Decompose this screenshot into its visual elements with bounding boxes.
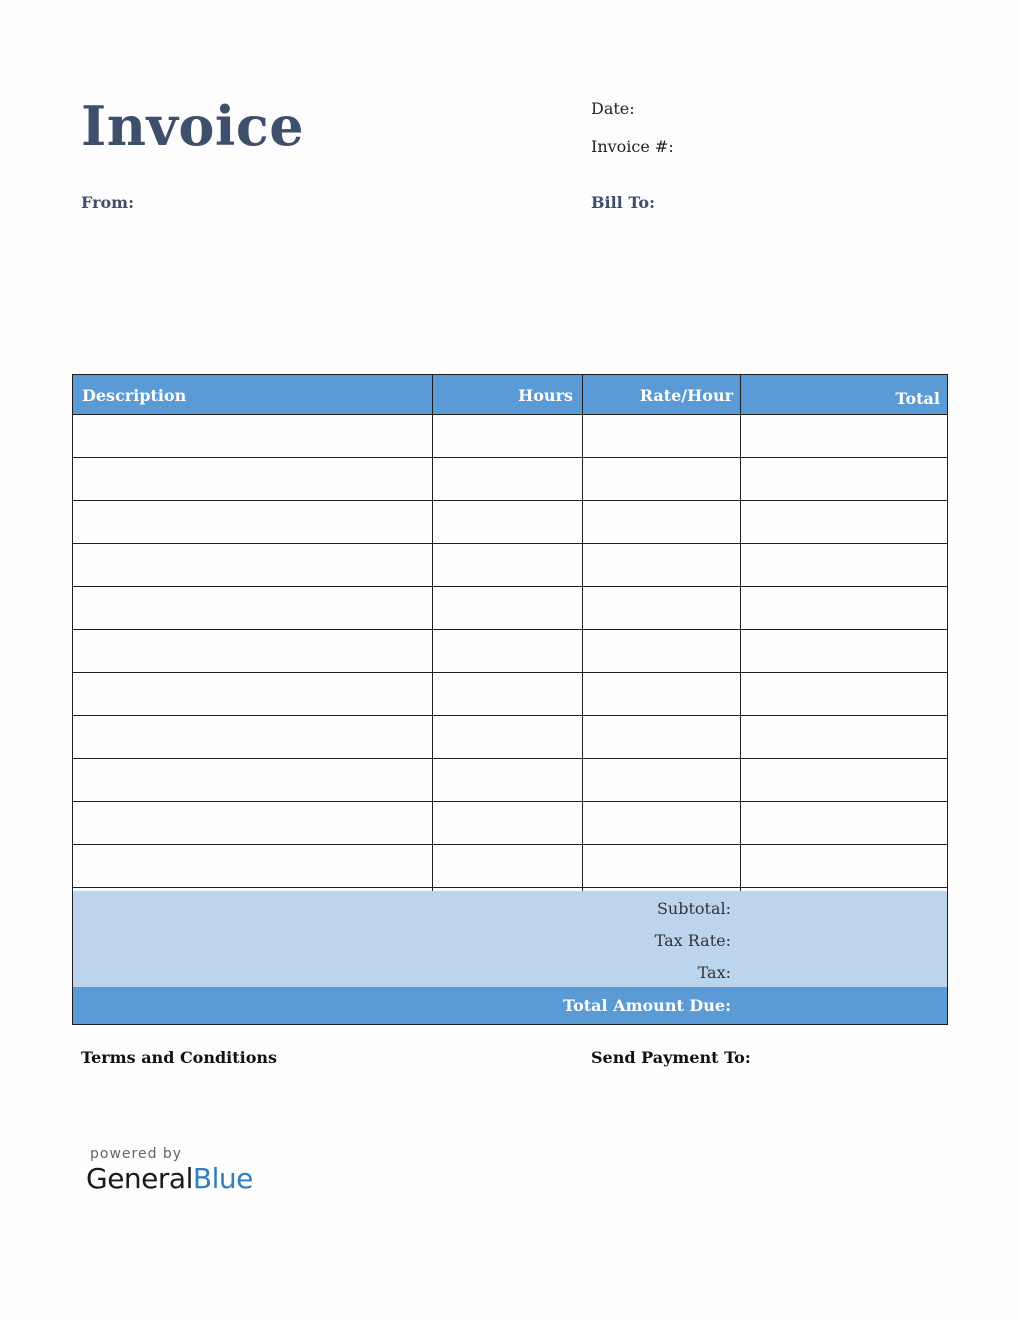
total-cell[interactable]	[741, 845, 947, 887]
hours-cell[interactable]	[433, 587, 582, 629]
summary-section	[73, 891, 947, 987]
column-header-description: Description	[82, 385, 187, 405]
tax-label: Tax:	[697, 963, 731, 982]
total-cell[interactable]	[741, 630, 947, 672]
table-row	[73, 630, 947, 673]
rate-cell[interactable]	[583, 759, 740, 801]
column-header-hours: Hours	[518, 385, 573, 405]
rate-cell[interactable]	[583, 587, 740, 629]
subtotal-label: Subtotal:	[656, 899, 731, 918]
rate-cell[interactable]	[583, 544, 740, 586]
invoice-number-label: Invoice #:	[591, 137, 674, 156]
total-cell[interactable]	[741, 802, 947, 844]
table-row	[73, 845, 947, 888]
hours-cell[interactable]	[433, 415, 582, 457]
rate-cell[interactable]	[583, 415, 740, 457]
from-label: From:	[81, 193, 135, 212]
hours-cell[interactable]	[433, 630, 582, 672]
table-row	[73, 458, 947, 501]
description-cell[interactable]	[73, 716, 432, 758]
description-cell[interactable]	[73, 458, 432, 500]
payment-label: Send Payment To:	[591, 1048, 751, 1067]
column-header-total: Total	[895, 388, 940, 408]
total-cell[interactable]	[741, 759, 947, 801]
hours-cell[interactable]	[433, 716, 582, 758]
description-cell[interactable]	[73, 415, 432, 457]
hours-cell[interactable]	[433, 673, 582, 715]
hours-cell[interactable]	[433, 845, 582, 887]
total-cell[interactable]	[741, 415, 947, 457]
table-row	[73, 802, 947, 845]
rate-cell[interactable]	[583, 458, 740, 500]
rate-cell[interactable]	[583, 673, 740, 715]
description-cell[interactable]	[73, 587, 432, 629]
powered-by-text: powered by	[90, 1146, 183, 1162]
hours-cell[interactable]	[433, 802, 582, 844]
table-row	[73, 587, 947, 630]
logo-blue: Blue	[192, 1162, 253, 1195]
invoice-title: Invoice	[81, 94, 305, 158]
column-divider	[740, 375, 741, 891]
total-cell[interactable]	[741, 501, 947, 543]
table-row	[73, 673, 947, 716]
hours-cell[interactable]	[433, 544, 582, 586]
rate-cell[interactable]	[583, 845, 740, 887]
table-row	[73, 759, 947, 802]
total-due-bar	[73, 987, 947, 1024]
tax-rate-label: Tax Rate:	[654, 931, 731, 950]
column-divider	[582, 375, 583, 891]
logo-general: General	[86, 1162, 193, 1195]
table-header	[73, 375, 947, 415]
column-header-rate-hour: Rate/Hour	[639, 385, 733, 405]
total-cell[interactable]	[741, 544, 947, 586]
description-cell[interactable]	[73, 802, 432, 844]
description-cell[interactable]	[73, 673, 432, 715]
bill-to-label: Bill To:	[591, 193, 655, 212]
description-cell[interactable]	[73, 845, 432, 887]
rate-cell[interactable]	[583, 716, 740, 758]
table-row	[73, 716, 947, 759]
table-row	[73, 544, 947, 587]
description-cell[interactable]	[73, 759, 432, 801]
hours-cell[interactable]	[433, 501, 582, 543]
description-cell[interactable]	[73, 630, 432, 672]
table-row	[73, 501, 947, 544]
rate-cell[interactable]	[583, 802, 740, 844]
table-row	[73, 415, 947, 458]
hours-cell[interactable]	[433, 759, 582, 801]
column-divider	[432, 375, 433, 891]
description-cell[interactable]	[73, 501, 432, 543]
terms-label: Terms and Conditions	[81, 1048, 278, 1067]
date-label: Date:	[591, 99, 635, 118]
generalblue-logo	[86, 1162, 253, 1196]
total-cell[interactable]	[741, 673, 947, 715]
rate-cell[interactable]	[583, 630, 740, 672]
hours-cell[interactable]	[433, 458, 582, 500]
rate-cell[interactable]	[583, 501, 740, 543]
total-cell[interactable]	[741, 716, 947, 758]
total-cell[interactable]	[741, 458, 947, 500]
total-cell[interactable]	[741, 587, 947, 629]
brand-logo	[86, 1146, 253, 1196]
description-cell[interactable]	[73, 544, 432, 586]
total-due-label: Total Amount Due:	[563, 996, 731, 1015]
invoice-table	[72, 374, 948, 1025]
